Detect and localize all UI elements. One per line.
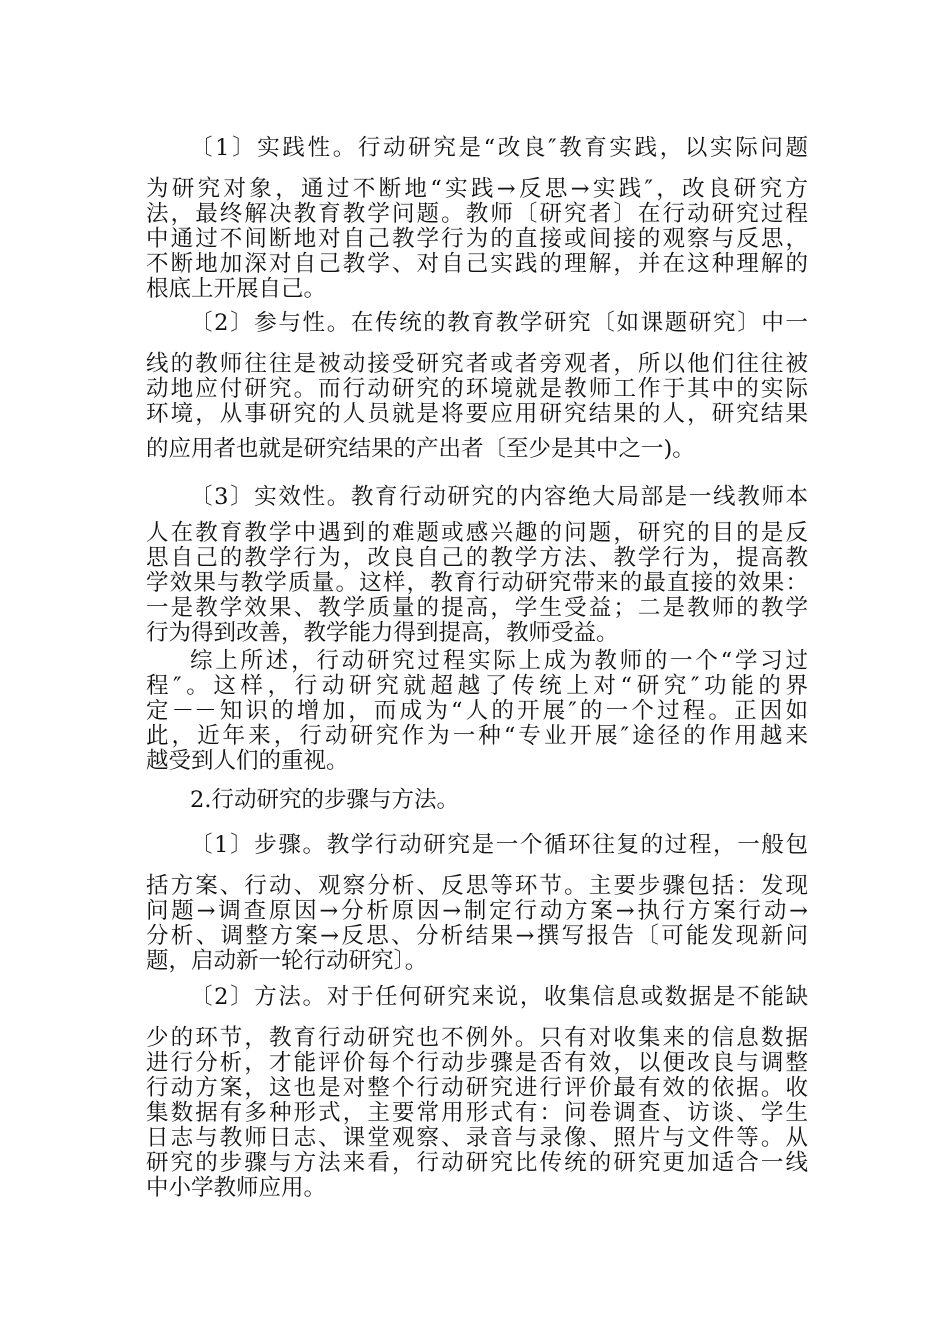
- paragraph-3-line-1: 〔3〕实效性。教育行动研究的内容绝大局部是一线教师本: [190, 484, 808, 510]
- summary-line-4: 此，近年来，行动研究作为一种“专业开展″途径的作用越来: [146, 723, 808, 749]
- summary-line-1: 综上所述，行动研究过程实际上成为教师的一个“学习过: [190, 648, 808, 674]
- paragraph-3-line-4: 学效果与教学质量。这样，教育行动研究带来的最直接的效果：: [146, 570, 808, 596]
- methods-line-5: 集数据有多种形式，主要常用形式有：问卷调查、访谈、学生: [146, 1100, 808, 1126]
- paragraph-1-line-4: 中通过不间断地对自己教学行为的直接或间接的观察与反思，: [146, 226, 808, 252]
- section-heading: 2.行动研究的步骤与方法。: [190, 787, 459, 813]
- paragraph-3-line-2: 人在教育教学中遇到的难题或感兴趣的问题，研究的目的是反: [146, 520, 808, 546]
- methods-line-4: 行动方案，这也是对整个行动研究进行评价最有效的依据。收: [146, 1075, 808, 1101]
- paragraph-2-line-1: 〔2〕参与性。在传统的教育教学研究〔如课题研究〕中一: [190, 310, 808, 336]
- paragraph-1-line-5: 不断地加深对自己教学、对自己实践的理解，并在这种理解的: [146, 251, 808, 277]
- paragraph-1-line-1: 〔1〕实践性。行动研究是“改良″教育实践，以实际问题: [190, 135, 808, 161]
- steps-line-1: 〔1〕步骤。教学行动研究是一个循环往复的过程，一般包: [190, 832, 808, 858]
- paragraph-2-line-5: 的应用者也就是研究结果的产出者〔至少是其中之一)。: [146, 436, 695, 462]
- methods-line-1: 〔2〕方法。对于任何研究来说，收集信息或数据是不能缺: [190, 984, 808, 1010]
- paragraph-1-line-2: 为研究对象，通过不断地“实践→反思→实践″，改良研究方: [146, 176, 808, 202]
- summary-line-5: 越受到人们的重视。: [146, 748, 349, 774]
- paragraph-3-line-3: 思自己的教学行为，改良自己的教学方法、教学行为，提高教: [146, 545, 808, 571]
- paragraph-2-line-3: 动地应付研究。而行动研究的环境就是教师工作于其中的实际: [146, 376, 808, 402]
- paragraph-1-line-3: 法，最终解决教育教学问题。教师〔研究者〕在行动研究过程: [146, 201, 808, 227]
- paragraph-2-line-2: 线的教师往往是被动接受研究者或者旁观者，所以他们往往被: [146, 351, 808, 377]
- steps-line-5: 题，启动新一轮行动研究〕。: [146, 948, 428, 974]
- paragraph-3-line-6: 行为得到改善，教学能力得到提高，教师受益。: [146, 620, 619, 646]
- methods-line-8: 中小学教师应用。: [146, 1175, 327, 1201]
- summary-line-2: 程″。这样，行动研究就超越了传统上对“研究″功能的界: [146, 673, 808, 699]
- steps-line-2: 括方案、行动、观察分析、反思等环节。主要步骤包括：发现: [146, 873, 808, 899]
- methods-line-3: 进行分析，才能评价每个行动步骤是否有效，以便改良与调整: [146, 1050, 808, 1076]
- summary-line-3: 定－－知识的增加，而成为“人的开展″的一个过程。正因如: [146, 698, 808, 724]
- methods-line-6: 日志与教师日志、课堂观察、录音与录像、照片与文件等。从: [146, 1125, 808, 1151]
- paragraph-1-line-6: 根底上开展自己。: [146, 276, 327, 302]
- steps-line-4: 分析、调整方案→反思、分析结果→撰写报告〔可能发现新问: [146, 923, 808, 949]
- methods-line-7: 研究的步骤与方法来看，行动研究比传统的研究更加适合一线: [146, 1150, 808, 1176]
- paragraph-3-line-5: 一是教学效果、教学质量的提高，学生受益；二是教师的教学: [146, 595, 808, 621]
- methods-line-2: 少的环节，教育行动研究也不例外。只有对收集来的信息数据: [146, 1025, 808, 1051]
- paragraph-2-line-4: 环境，从事研究的人员就是将要应用研究结果的人，研究结果: [146, 401, 808, 427]
- steps-line-3: 问题→调查原因→分析原因→制定行动方案→执行方案行动→: [146, 898, 808, 924]
